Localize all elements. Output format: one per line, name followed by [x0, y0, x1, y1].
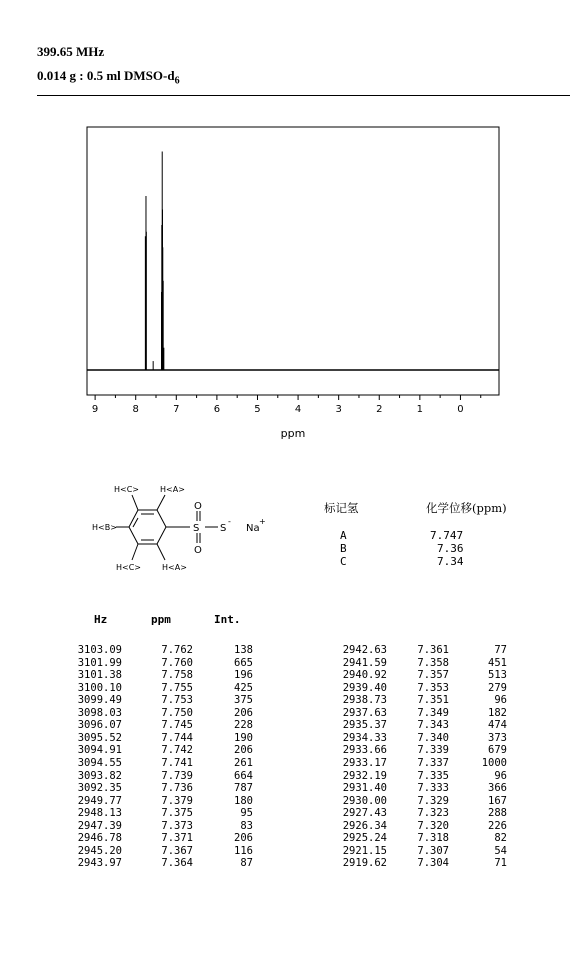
plot-frame [87, 127, 499, 395]
peak-intensity: 787 [234, 782, 253, 795]
peak-intensity: 71 [494, 857, 507, 870]
peak-hz: 2946.78 [77, 832, 122, 845]
peak-intensity: 679 [488, 744, 507, 757]
peak-ppm: 7.358 [417, 656, 449, 669]
peak-intensity: 83 [240, 819, 253, 832]
molecule-structure [80, 470, 295, 585]
h-c-label-top: H<C> [114, 485, 140, 494]
peak-hz: 2943.97 [77, 857, 122, 870]
peak-row [0, 820, 570, 833]
peak-hz: 3100.10 [77, 681, 122, 694]
peak-hz: 2932.19 [342, 769, 387, 782]
sulfur-atom: S [193, 523, 200, 534]
peak-intensity: 425 [234, 681, 253, 694]
peak-hz: 3095.52 [77, 731, 122, 744]
peak-intensity: 288 [488, 807, 507, 820]
peak-hz: 3099.49 [77, 694, 122, 707]
peak-hz: 3092.35 [77, 782, 122, 795]
peak-hz: 2933.17 [342, 756, 387, 769]
peak-row [0, 707, 570, 720]
peak-ppm: 7.343 [417, 719, 449, 732]
peak-hz: 3098.03 [77, 706, 122, 719]
peak-intensity: 116 [234, 844, 253, 857]
peak-ppm: 7.353 [417, 681, 449, 694]
peak-row [0, 832, 570, 845]
peak-intensity: 451 [488, 656, 507, 669]
x-tick-label: 5 [254, 404, 261, 415]
peak-ppm: 7.375 [161, 807, 193, 820]
peak-hz: 2934.33 [342, 731, 387, 744]
shift-table-header-shift: 化学位移(ppm) [426, 501, 507, 515]
shift-row-label: A [340, 529, 347, 542]
peak-ppm: 7.333 [417, 782, 449, 795]
peak-intensity: 95 [240, 807, 253, 820]
sample-description [37, 68, 180, 87]
x-tick-label: 9 [91, 404, 99, 415]
peak-hz: 2942.63 [342, 644, 387, 656]
peak-ppm: 7.379 [161, 794, 193, 807]
peak-hz: 2941.59 [342, 656, 387, 669]
peak-ppm: 7.318 [417, 832, 449, 845]
peak-ppm: 7.745 [161, 719, 193, 732]
shift-table-header-label: 标记氢 [324, 501, 359, 515]
peak-intensity: 373 [488, 731, 507, 744]
peak-hz: 3101.38 [77, 669, 122, 682]
x-axis-label: ppm [280, 427, 306, 440]
peak-intensity: 513 [488, 669, 507, 682]
peak-row [0, 845, 570, 858]
peak-ppm: 7.339 [417, 744, 449, 757]
peak-ppm: 7.736 [161, 782, 193, 795]
shift-row-value: 7.747 [430, 529, 464, 542]
peak-hz: 2938.73 [342, 694, 387, 707]
peak-ppm: 7.361 [417, 644, 449, 656]
peak-ppm: 7.357 [417, 669, 449, 682]
peak-intensity: 375 [234, 694, 253, 707]
peak-ppm: 7.742 [161, 744, 193, 757]
x-tick-label: 6 [213, 404, 221, 415]
peak-ppm: 7.351 [417, 694, 449, 707]
peak-intensity: 206 [234, 832, 253, 845]
peak-hz: 3096.07 [77, 719, 122, 732]
peak-row [0, 795, 570, 808]
shift-row-value: 7.36 [437, 542, 464, 555]
peak-ppm: 7.335 [417, 769, 449, 782]
peak-hz: 2921.15 [342, 844, 387, 857]
peak-intensity: 182 [488, 706, 507, 719]
peak-intensity: 279 [488, 681, 507, 694]
peak-ppm: 7.349 [417, 706, 449, 719]
peak-ppm: 7.741 [161, 756, 193, 769]
peak-hz: 2927.43 [342, 807, 387, 820]
benzene-ring [129, 510, 166, 544]
h-b-label: H<B> [92, 523, 117, 532]
peak-hz: 3101.99 [77, 656, 122, 669]
peak-ppm: 7.744 [161, 731, 193, 744]
peak-intensity: 366 [488, 782, 507, 795]
x-tick-label: 1 [416, 404, 424, 415]
peak-ppm: 7.304 [417, 857, 449, 870]
x-tick-label: 7 [173, 404, 180, 415]
col-header-hz: Hz [94, 613, 108, 626]
peak-ppm: 7.371 [161, 832, 193, 845]
peak-hz: 3094.91 [77, 744, 122, 757]
positive-charge: + [259, 517, 266, 526]
peak-ppm: 7.373 [161, 819, 193, 832]
x-tick-label: 3 [335, 404, 342, 415]
peak-hz: 2937.63 [342, 706, 387, 719]
peak-hz: 2933.66 [342, 744, 387, 757]
peak-row [0, 782, 570, 795]
col-header-int: Int. [214, 613, 241, 626]
peak-hz: 2930.00 [342, 794, 387, 807]
peak-row [0, 719, 570, 732]
peak-row [0, 694, 570, 707]
x-tick-label: 0 [457, 404, 464, 415]
peak-row [0, 770, 570, 783]
peak-intensity: 261 [234, 756, 253, 769]
peak-intensity: 474 [488, 719, 507, 732]
x-axis [92, 395, 481, 415]
col-header-ppm: ppm [151, 613, 171, 626]
negative-charge: - [228, 517, 231, 526]
peak-ppm: 7.760 [161, 656, 193, 669]
deuterium-subscript: 6 [174, 75, 180, 87]
sample-text: 0.014 g : 0.5 ml DMSO-d [37, 68, 175, 83]
peak-intensity: 87 [240, 857, 253, 870]
thio-sulfur-atom: S [220, 523, 227, 534]
peak-intensity: 54 [494, 844, 507, 857]
peak-hz: 2935.37 [342, 719, 387, 732]
peak-ppm: 7.367 [161, 844, 193, 857]
header-divider [37, 95, 570, 96]
peak-row [0, 644, 570, 657]
peak-hz: 2948.13 [77, 807, 122, 820]
oxygen-top: O [194, 501, 202, 512]
shift-row-label: C [340, 555, 347, 568]
peak-hz: 2919.62 [342, 857, 387, 870]
peak-ppm: 7.739 [161, 769, 193, 782]
peak-intensity: 226 [488, 819, 507, 832]
peak-hz: 2949.77 [77, 794, 122, 807]
x-tick-label: 8 [132, 404, 139, 415]
peak-intensity: 196 [234, 669, 253, 682]
peak-row [0, 744, 570, 757]
nmr-spectrum [0, 110, 570, 440]
peak-ppm: 7.307 [417, 844, 449, 857]
peak-intensity: 1000 [481, 756, 507, 769]
peak-ppm: 7.323 [417, 807, 449, 820]
peak-hz: 2945.20 [77, 844, 122, 857]
peak-ppm: 7.758 [161, 669, 193, 682]
peak-row [0, 682, 570, 695]
peak-row [0, 807, 570, 820]
peak-intensity: 206 [234, 706, 253, 719]
peak-hz: 3094.55 [77, 756, 122, 769]
shift-row-value: 7.34 [437, 555, 464, 568]
h-c-label-bottom: H<C> [116, 563, 142, 572]
peak-ppm: 7.329 [417, 794, 449, 807]
spectrometer-frequency: 399.65 MHz [37, 44, 105, 59]
sodium-cation: Na [246, 523, 260, 534]
peak-intensity: 228 [234, 719, 253, 732]
h-a-label-bottom: H<A> [162, 563, 187, 572]
peak-intensity: 206 [234, 744, 253, 757]
x-tick-label: 2 [376, 404, 383, 415]
peak-hz: 2940.92 [342, 669, 387, 682]
peak-row [0, 732, 570, 745]
peak-intensity: 96 [494, 769, 507, 782]
shift-row-label: B [340, 542, 347, 555]
peak-intensity: 77 [494, 644, 507, 656]
peak-intensity: 138 [234, 644, 253, 656]
peak-hz: 2925.24 [342, 832, 387, 845]
peak-intensity: 664 [234, 769, 253, 782]
peak-intensity: 190 [234, 731, 253, 744]
peak-ppm: 7.762 [161, 644, 193, 656]
oxygen-bottom: O [194, 545, 202, 556]
peak-hz: 3103.09 [77, 644, 122, 656]
peak-intensity: 167 [488, 794, 507, 807]
peak-ppm: 7.364 [161, 857, 193, 870]
peak-ppm: 7.337 [417, 756, 449, 769]
peak-hz: 2947.39 [77, 819, 122, 832]
peak-hz: 3093.82 [77, 769, 122, 782]
peak-row [0, 657, 570, 670]
peak-intensity: 180 [234, 794, 253, 807]
peak-intensity: 82 [494, 832, 507, 845]
peak-intensity: 96 [494, 694, 507, 707]
peak-group [87, 151, 499, 370]
peak-hz: 2926.34 [342, 819, 387, 832]
peak-ppm: 7.340 [417, 731, 449, 744]
peak-ppm: 7.750 [161, 706, 193, 719]
peak-row [0, 857, 570, 870]
peak-row [0, 669, 570, 682]
x-tick-label: 4 [294, 404, 302, 415]
peak-ppm: 7.753 [161, 694, 193, 707]
peak-hz: 2939.40 [342, 681, 387, 694]
peak-intensity: 665 [234, 656, 253, 669]
peak-ppm: 7.755 [161, 681, 193, 694]
h-a-label-top: H<A> [160, 485, 185, 494]
peak-row [0, 757, 570, 770]
peak-hz: 2931.40 [342, 782, 387, 795]
peak-ppm: 7.320 [417, 819, 449, 832]
